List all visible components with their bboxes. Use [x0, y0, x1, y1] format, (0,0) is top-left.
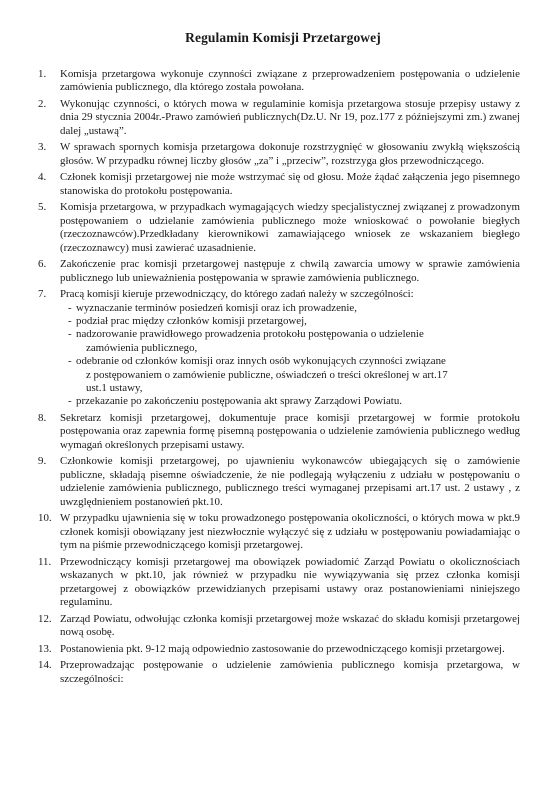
sublist-line: odebranie od członków komisji oraz innych osób wykonujących czynności związane: [76, 355, 446, 368]
sublist-item: [68, 302, 520, 315]
item-number: 3.: [38, 141, 47, 154]
item-text: Komisja przetargowa, w przypadkach wymagających wiedzy specjalistycznej związanej z prowadzonym postępowaniem o udzielanie zamówienia publicznego może wnioskować o powołanie biegłych (rzeczoznawców).Przedkładany kierownikowi zamawiającego wniosek ze wskazaniem biegłego (rzeczoznawcy) musi zawierać uzasadnienie.: [60, 201, 520, 254]
item-text: Przewodniczący komisji przetargowej ma obowiązek powiadomić Zarząd Powiatu o okolicznościach wskazanych w pkt.10, jak również w przypadku nie wywiązywania się przez członka komisji przetargowej z obowiązków przewidzianych przepisami ustawy oraz postanowieniami niniejszego regulaminu.: [60, 555, 520, 608]
item-number: 10.: [38, 512, 52, 525]
list-item: [38, 68, 520, 95]
list-item: [38, 141, 520, 168]
list-item: [38, 455, 520, 509]
item-text: Sekretarz komisji przetargowej, dokumentuje prace komisji przetargowej w formie protokołu postępowania oraz zapewnia formę pisemną postępowania o udzielenie zamówienia publicznego według wymagań określonych przepisami ustawy.: [60, 412, 520, 451]
item-number: 7.: [38, 288, 47, 301]
item-text: Przeprowadzając postępowanie o udzielenie zamówienia publicznego komisja przetargowa, w szczególności:: [60, 659, 520, 685]
list-item: [38, 98, 520, 138]
sublist-text: [76, 302, 520, 315]
item-text: Pracą komisji kieruje przewodniczący, do którego zadań należy w szczególności:: [60, 288, 414, 301]
item-number: 5.: [38, 201, 47, 214]
list-item: [38, 288, 520, 409]
item-text: Postanowienia pkt. 9-12 mają odpowiednio zastosowanie do przewodniczącego komisji przetargowej.: [60, 642, 505, 655]
sublist-text: [76, 315, 520, 328]
sublist-text: [76, 395, 520, 408]
list-item: [38, 659, 520, 686]
sublist-item: [68, 328, 520, 355]
sublist-line: wyznaczanie terminów posiedzeń komisji oraz ich prowadzenie,: [76, 301, 357, 314]
duties-sublist: [60, 302, 520, 409]
item-body: [60, 288, 520, 409]
list-item: [38, 512, 520, 552]
sublist-item: [68, 315, 520, 328]
item-number: 13.: [38, 642, 52, 655]
sublist-text: [76, 328, 520, 355]
item-text: Komisja przetargowa wykonuje czynności związane z przeprowadzeniem postępowania o udzielenie zamówienia publicznego, dla którego została powołana.: [60, 68, 520, 94]
item-number: 8.: [38, 412, 47, 425]
sublist-text: [76, 355, 520, 395]
sublist-line: z postępowaniem o zamówienie publiczne, oświadczeń o treści określonej w art.17: [86, 368, 448, 381]
item-number: 12.: [38, 612, 52, 625]
list-item: [38, 171, 520, 198]
item-number: 6.: [38, 258, 47, 271]
list-item: [38, 201, 520, 255]
sublist-line: podział prac między członków komisji przetargowej,: [76, 315, 307, 328]
item-text: W sprawach spornych komisja przetargowa dokonuje rozstrzygnięć w głosowaniu zwykłą większością głosów. W przypadku równej liczby głosów „za” i „przeciw”, rozstrzyga głos przewodniczącego.: [60, 141, 520, 167]
list-item: [38, 613, 520, 640]
dash-marker: -: [68, 328, 72, 341]
item-text: Wykonując czynności, o których mowa w regulaminie komisja przetargowa stosuje przepisy ustawy z dnia 29 stycznia 2004r.-Prawo zamówień publicznych(Dz.U. Nr 19, poz.177 z późniejszymi zm.) zwanej dalej „ustawą”.: [60, 98, 520, 137]
document-title: Regulamin Komisji Przetargowej: [185, 30, 381, 45]
dash-marker: -: [68, 395, 72, 408]
item-text: Członek komisji przetargowej nie może wstrzymać się od głosu. Może żądać załączenia jego pisemnego stanowiska do protokołu postępowania.: [60, 171, 520, 197]
sublist-item: [68, 355, 520, 395]
dash-marker: -: [68, 301, 72, 314]
list-item: [38, 258, 520, 285]
sublist-line: nadzorowanie prawidłowego prowadzenia protokołu postępowania o udzielenie: [76, 328, 424, 341]
sublist-line: zamówienia publicznego,: [86, 341, 198, 354]
item-text: W przypadku ujawnienia się w toku prowadzonego postępowania okoliczności, o których mowa w pkt.9 członek komisji obowiązany jest niezwłocznie wyłączyć się z udziału w postępowaniu powiadamiając o tym na piśmie przewodniczącego komisji przetargowej.: [60, 512, 520, 552]
item-number: 14.: [38, 659, 52, 672]
list-item: [38, 643, 520, 656]
regulation-list: [38, 68, 520, 686]
sublist-line: przekazanie po zakończeniu postępowania akt sprawy Zarządowi Powiatu.: [76, 395, 402, 408]
list-item: [38, 412, 520, 452]
dash-marker: -: [68, 315, 72, 328]
item-text: Zarząd Powiatu, odwołując członka komisji przetargowej może wskazać do składu komisji przetargowej nową osobę.: [60, 612, 520, 638]
item-number: 1.: [38, 68, 47, 80]
item-number: 11.: [38, 555, 52, 568]
sublist-line: ust.1 ustawy,: [86, 382, 143, 395]
list-item: [38, 556, 520, 610]
item-number: 9.: [38, 455, 47, 468]
dash-marker: -: [68, 355, 72, 368]
item-number: 2.: [38, 98, 47, 110]
sublist-item: [68, 395, 520, 408]
item-text: Zakończenie prac komisji przetargowej następuje z chwilą zawarcia umowy w sprawie zamówienia publicznego lub unieważnienia postępowania w sprawie zamówienia publicznego.: [60, 258, 520, 284]
item-number: 4.: [38, 171, 47, 184]
item-text: Członkowie komisji przetargowej, po ujawnieniu wykonawców ubiegających się o zamówienie publiczne, składają pisemne oświadczenie, że nie podlegają wyłączeniu z udziału w postępowaniu o udzielenie zamówienia publicznego, publicznego treści wymaganej przepisami art.17 ust. 2 ustawy , z uwzględnieniem postanowień pkt.10.: [60, 455, 520, 508]
